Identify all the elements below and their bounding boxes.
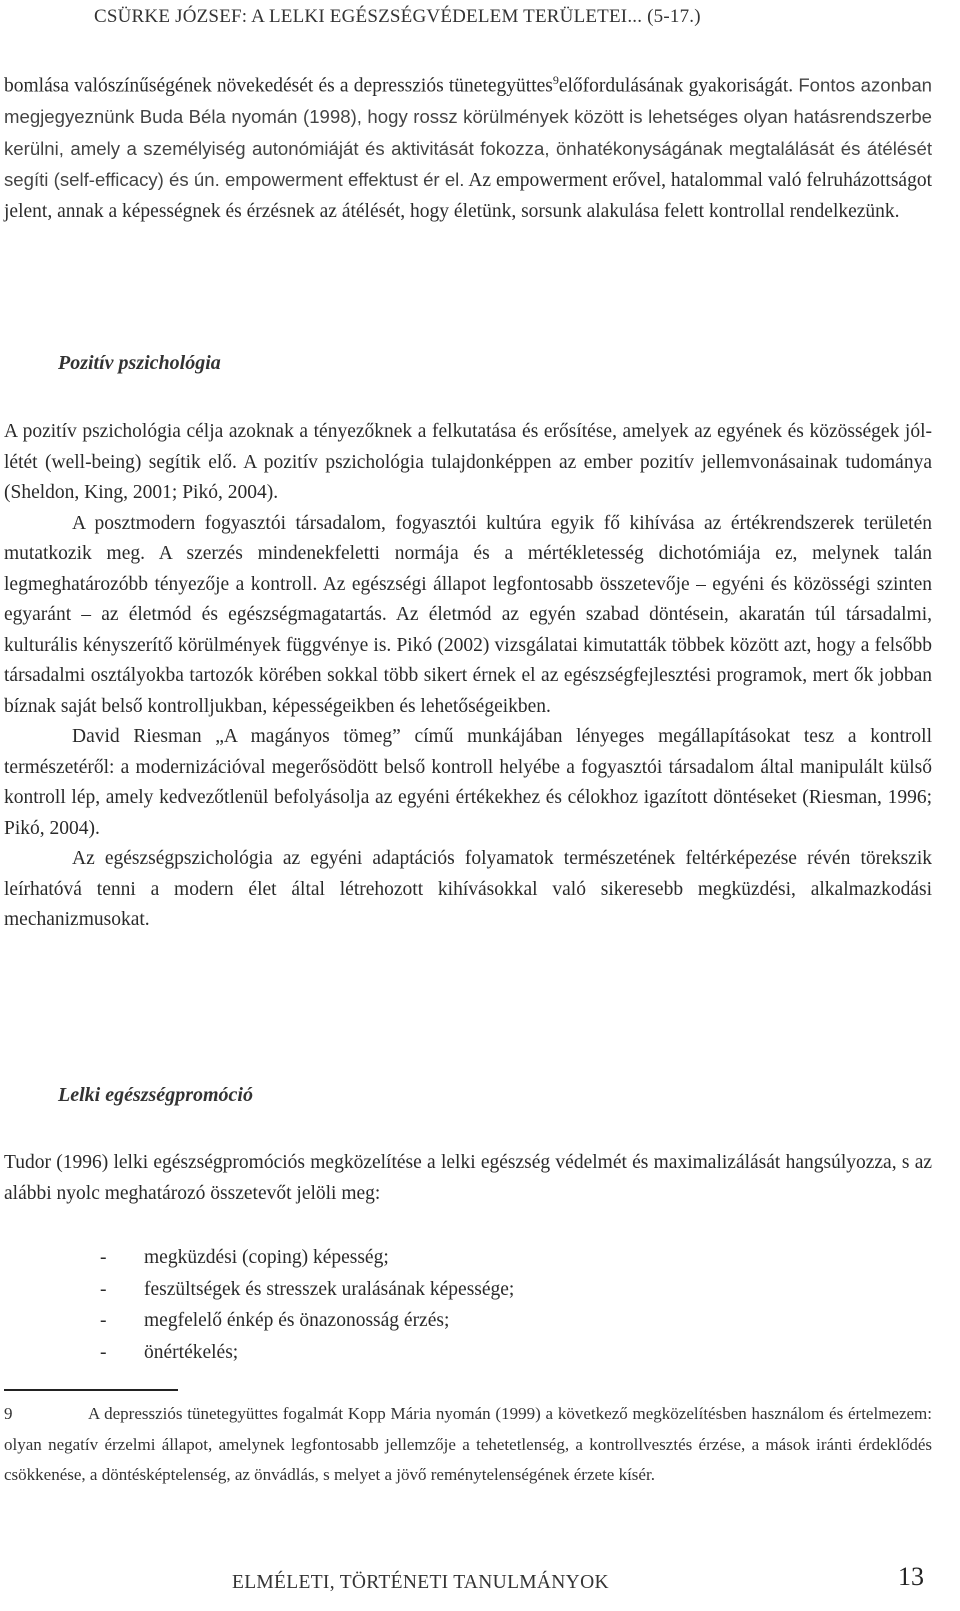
list-item bbox=[100, 1337, 800, 1369]
component-list bbox=[100, 1242, 800, 1368]
section1-paragraph-2: A posztmodern fogyasztói társadalom, fogyasztói kultúra egyik fő kihívása az értékrendszerek területén mutatkozik meg. A szerzés mindenekfeletti normája és a mértékletesség dichotómiája ez, melynek talán legmeghatározóbb tényezője a kontroll. Az egészségi állapot legfontosabb összetevője – egyéni és közösségi szinten egyaránt – az életmód és egészségmagatartás. Az életmód az egyén szabad döntésein, akaratán túl társadalmi, kulturális kényszerítő körülmények függvénye is. Pikó (2002) vizsgálatai kimutatták többek között azt, hogy a felsőbb társadalmi osztályokba tartozók körében sokkal több sikert érnek el az egészségfejlesztési programok, mert ők jobban bíznak saját belső kontrolljukban, képességeikben és lehetőségeikben. bbox=[4, 512, 932, 717]
section-heading-pozitiv: Pozitív pszichológia bbox=[58, 352, 221, 374]
intro-line1-end: előfordulásának bbox=[558, 75, 684, 97]
intro-gyakorisag: gyakoriságát. bbox=[688, 75, 794, 97]
section2-intro-paragraph: Tudor (1996) lelki egészségpromóciós megközelítése a lelki egészség védelmét és maximalizálását hangsúlyozza, s az alábbi nyolc meghatározó összetevőt jelöli meg: bbox=[4, 1152, 932, 1204]
running-footer: ELMÉLETI, TÖRTÉNETI TANULMÁNYOK bbox=[232, 1572, 609, 1593]
section1-paragraph-4: Az egészségpszichológia az egyéni adaptációs folyamatok természetének feltérképezése révén törekszik leírhatóvá tenni a modern élet által létrehozott kihívásokkal való sikeresebb megküzdési, alkalmazkodási mechanizmusokat. bbox=[4, 848, 932, 930]
list-item bbox=[100, 1305, 800, 1337]
footnote bbox=[4, 1399, 932, 1491]
intro-paragraph bbox=[4, 65, 932, 227]
list-dash: - bbox=[100, 1278, 107, 1300]
section1-body bbox=[4, 417, 932, 936]
intro-text bbox=[4, 65, 932, 227]
section1-paragraph-3: David Riesman „A magányos tömeg” című munkájában lényeges megállapításokat tesz a kontroll természetéről: a modernizációval megerősödött belső kontroll helyébe a fogyasztói társadalom által manipulált külső kontroll lép, amely kedvezőtlenül befolyásolja az egyéni értékekhez és célokhoz igazított döntéseket (Riesman, 1996; Pikó, 2004). bbox=[4, 726, 932, 839]
intro-line1: bomlása valószínűségének növekedését és a depressziós tünetegyüttes bbox=[4, 75, 553, 97]
list-dash: - bbox=[100, 1247, 107, 1268]
running-header: CSÜRKE JÓZSEF: A LELKI EGÉSZSÉGVÉDELEM TERÜLETEI... (5-17.) bbox=[94, 6, 701, 27]
list-item bbox=[100, 1274, 800, 1306]
footnote-ref: 9 bbox=[552, 73, 559, 87]
list-item-text: megküzdési (coping) képesség; bbox=[144, 1247, 389, 1268]
intro-sans-text: Fontos azonban megjegyeznünk Buda Béla nyomán (1998), hogy rossz körülmények között is lehetséges olyan hatásrendszerbe kerülni, amely a személyiség autonómiáját és aktivitását fokozza, önhatékonyságának megtalálását és átélését segíti (self-efficacy) és ún. empowerment effektust ér el. bbox=[4, 74, 933, 190]
intro-empowerment-text: Az empowerment erővel, hatalommal való felruházottságot jelent, annak a képességnek és érzésnek az átélését, hogy életünk, sorsunk alakulása felett kontrollal rendelkezünk. bbox=[4, 170, 932, 222]
list-item bbox=[100, 1242, 800, 1274]
footnote-text: A depressziós tünetegyüttes fogalmát Kopp Mária nyomán (1999) a következő megközelítésben használom és értelmezem: olyan negatív érzelmi állapot, amelynek legfontosabb jellemzője a tehetetlenség, a kontrollvesztés érzése, a mások iránti érdeklődés csökkenése, a döntésképtelenség, az önvádlás, s melyet a jövő reménytelenségének érzete kísér. bbox=[4, 1404, 932, 1484]
list-item-text: önértékelés; bbox=[144, 1341, 239, 1363]
footnote-divider bbox=[4, 1389, 178, 1391]
footnote-number: 9 bbox=[4, 1404, 13, 1423]
list-item-text: feszültségek és stresszek uralásának képessége; bbox=[144, 1278, 515, 1300]
list-item-text: megfelelő énkép és önazonosság érzés; bbox=[144, 1310, 450, 1331]
section2-intro bbox=[4, 1148, 932, 1209]
section-heading-lelki: Lelki egészségpromóció bbox=[58, 1084, 253, 1106]
list-dash: - bbox=[100, 1310, 107, 1331]
list-dash: - bbox=[100, 1341, 107, 1363]
section1-paragraph-1: A pozitív pszichológia célja azoknak a tényezőknek a felkutatása és erősítése, amelyek az egyének és közösségek jól-létét (well-being) segítik elő. A pozitív pszichológia tulajdonképpen az ember pozitív jellemvonásainak tudománya (Sheldon, King, 2001; Pikó, 2004). bbox=[4, 421, 932, 503]
page-number: 13 bbox=[898, 1562, 924, 1591]
